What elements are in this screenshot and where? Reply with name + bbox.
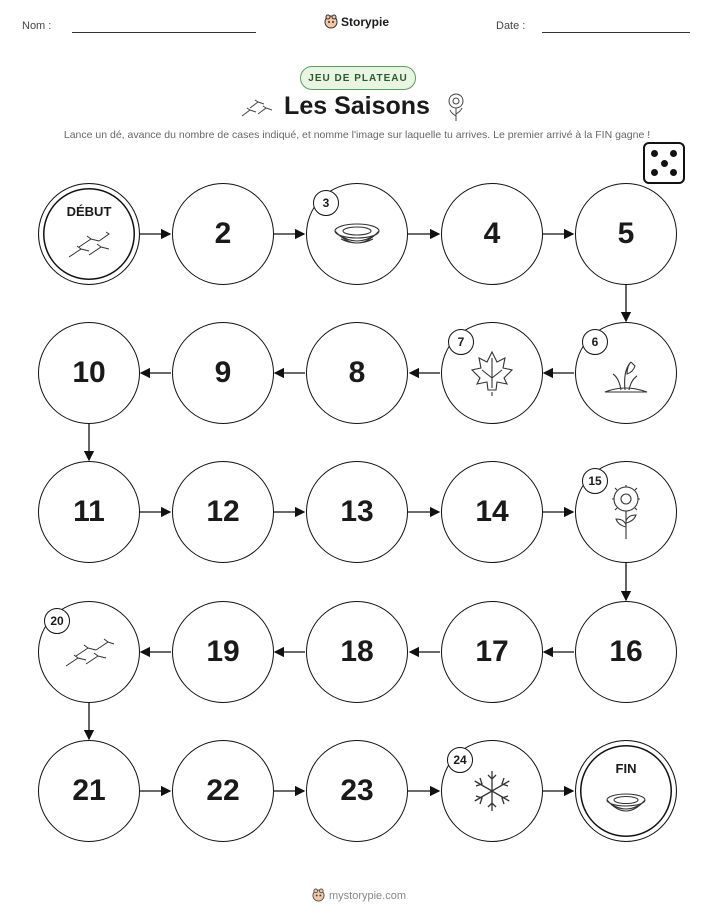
space-number-badge: 15 xyxy=(582,468,608,494)
space-number-badge: 6 xyxy=(582,329,608,355)
page-title: Les Saisons xyxy=(284,92,430,120)
nest-icon xyxy=(603,790,649,818)
footer-url[interactable]: mystorypie.com xyxy=(329,889,407,902)
space-number-badge: 3 xyxy=(313,190,339,216)
board-space: 16 xyxy=(575,601,677,703)
board-space: 13 xyxy=(306,461,408,563)
space-number-badge: 20 xyxy=(44,608,70,634)
geese-icon xyxy=(65,227,113,263)
board-space: 5 xyxy=(575,183,677,285)
brand-name: Storypie xyxy=(341,15,390,29)
start-label: DÉBUT xyxy=(66,204,112,219)
board-space: 12 xyxy=(172,461,274,563)
snowdrop-icon xyxy=(601,348,651,398)
space-number-badge: 24 xyxy=(447,747,473,773)
game-type-badge: JEU DE PLATEAU xyxy=(300,66,416,90)
board-space: 10 xyxy=(38,322,140,424)
board-space: 23 xyxy=(306,740,408,842)
board-space: 9 xyxy=(172,322,274,424)
board-space-end xyxy=(575,740,677,842)
board-space: 21 xyxy=(38,740,140,842)
board-space: 4 xyxy=(441,183,543,285)
space-number-badge: 7 xyxy=(448,329,474,355)
nest-icon xyxy=(331,219,383,249)
board-space: 2 xyxy=(172,183,274,285)
board-space: 19 xyxy=(172,601,274,703)
instructions: Lance un dé, avance du nombre de cases indiqué, et nomme l'image sur laquelle tu arrives. Le premier arrivé à la FIN gagne ! xyxy=(63,129,651,141)
maple-leaf-icon xyxy=(469,348,515,398)
name-label: Nom : xyxy=(22,20,52,32)
board-space: 11 xyxy=(38,461,140,563)
board-space: 8 xyxy=(306,322,408,424)
date-label: Date : xyxy=(496,20,526,32)
end-label: FIN xyxy=(615,761,637,776)
snowflake-icon xyxy=(469,768,515,814)
board-space: 22 xyxy=(172,740,274,842)
board-space-start xyxy=(38,183,140,285)
board-space: 14 xyxy=(441,461,543,563)
storypie-mascot-icon xyxy=(312,888,325,903)
board-space: 18 xyxy=(306,601,408,703)
board-space: 17 xyxy=(441,601,543,703)
footer xyxy=(312,888,406,903)
sunflower-icon xyxy=(608,483,644,541)
geese-icon xyxy=(62,632,116,672)
